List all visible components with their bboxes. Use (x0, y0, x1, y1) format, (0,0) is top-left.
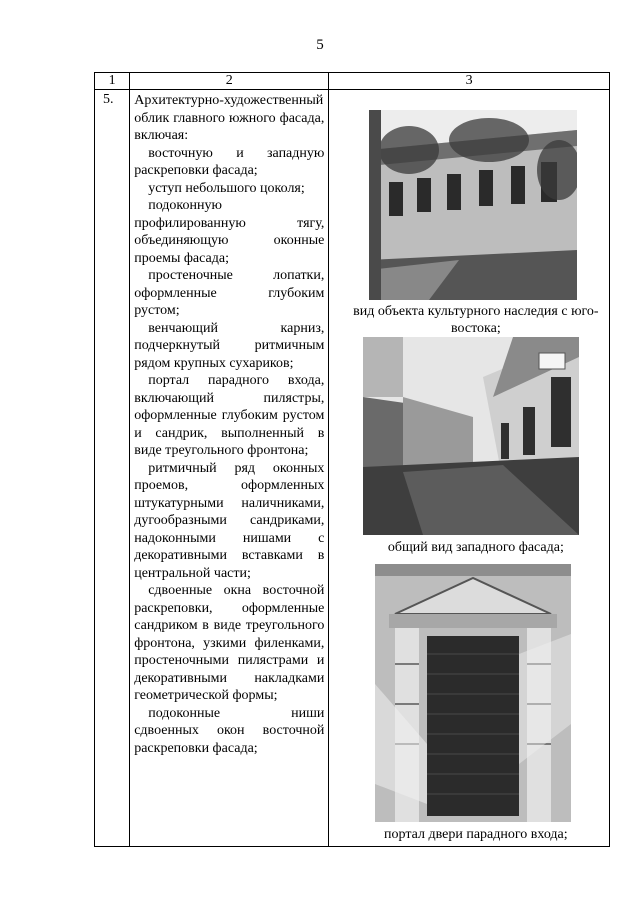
photo-western-facade (363, 337, 579, 535)
row-number: 5. (95, 90, 130, 847)
list-item: венчающий карниз, подчеркнутый ритмичным рядом крупных сухариков; (134, 320, 325, 371)
list-item: простеночные лопатки, оформленные глубоким рустом; (134, 268, 325, 318)
photo-entrance-portal (375, 564, 571, 822)
caption-southeast-view: вид объекта культурного наследия с юго-востока; (353, 304, 599, 336)
list-item: сдвоенные окна восточной раскреповки, оформленные сандриком в виде треугольного фронтона, узкими филенками, простеночными пилястрами и декоративными накладками геометрической формы; (134, 583, 325, 703)
table-row (95, 90, 610, 847)
table-header-row (95, 73, 610, 90)
description-intro: Архитектурно-художественный облик главного южного фасада, включая: (134, 93, 325, 143)
caption-entrance-portal: портал двери парадного входа; (384, 827, 568, 842)
header-col-3: 3 (329, 73, 610, 90)
header-col-1: 1 (95, 73, 130, 90)
header-col-2: 2 (130, 73, 329, 90)
description-cell (130, 90, 329, 847)
photo-southeast-view (369, 110, 577, 300)
heritage-table (94, 72, 610, 847)
list-item: уступ небольшого цоколя; (148, 180, 305, 196)
list-item: восточную и западную раскреповки фасада; (134, 145, 325, 178)
photos-cell (329, 90, 610, 847)
list-item: портал парадного входа, включающий пилястры, оформленные глубоким рустом и сандрик, выполненный в виде треугольного фронтона; (134, 373, 325, 458)
list-item: подоконную профилированную тягу, объединяющую оконные проемы фасада; (134, 198, 325, 266)
page-number: 5 (316, 37, 324, 53)
list-item: подоконные ниши сдвоенных окон восточной раскреповки фасада; (134, 705, 325, 756)
list-item: ритмичный ряд оконных проемов, оформленных штукатурными наличниками, дугообразными сандриками, надоконными нишами с декоративными вставками в центральной части; (134, 460, 325, 581)
caption-western-facade: общий вид западного фасада; (387, 540, 564, 555)
